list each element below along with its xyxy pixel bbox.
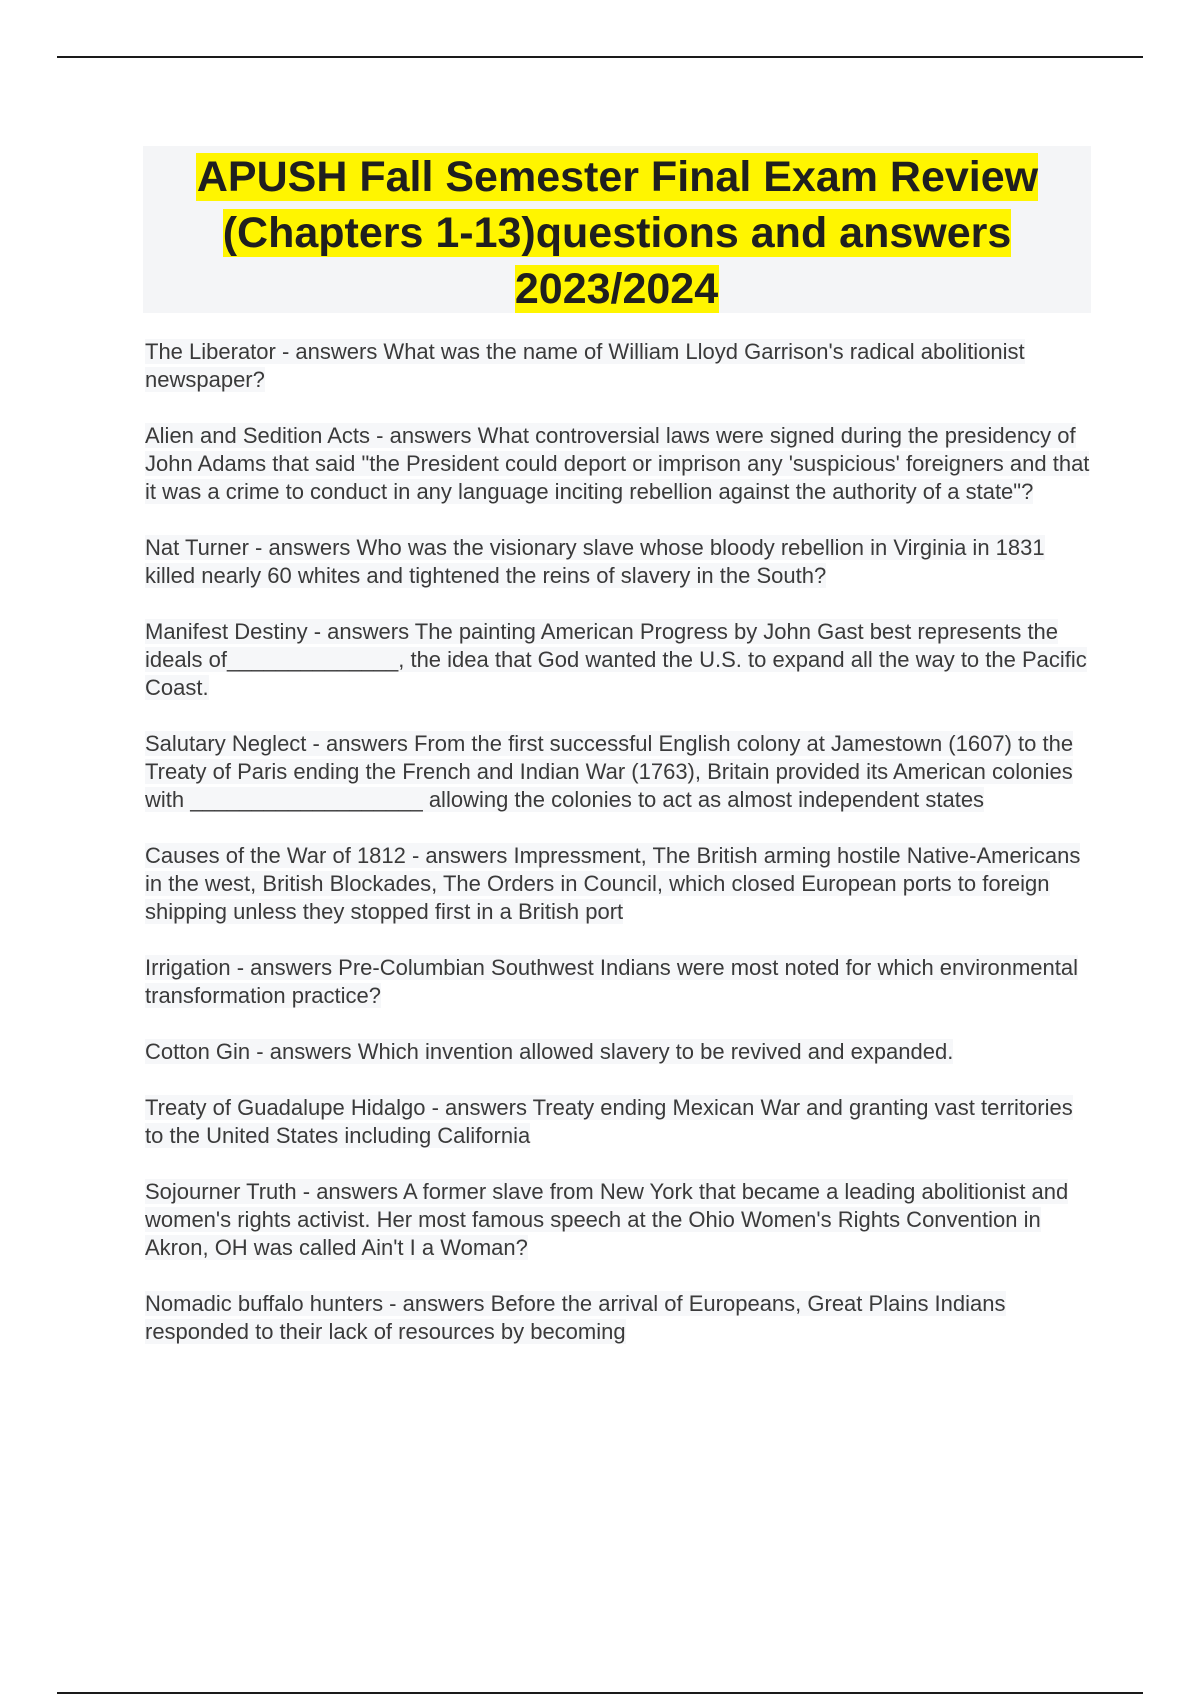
qa-item — [145, 618, 1091, 702]
bottom-divider — [57, 1692, 1143, 1694]
top-divider — [57, 56, 1143, 58]
qa-item — [145, 534, 1091, 590]
qa-text: Sojourner Truth - answers A former slave from New York that became a leading abolitionist and women's rights activist. Her most famous speech at the Ohio Women's Rights Convention in Akron, OH was called Ain't I a Woman? — [145, 1179, 1069, 1260]
title-block — [143, 146, 1091, 313]
qa-text: Salutary Neglect - answers From the first successful English colony at Jamestown (1607) to the Treaty of Paris ending the French and Indian War (1763), Britain provided its American colonies with ___________________ allowing the colonies to act as almost independent states — [145, 731, 1074, 812]
qa-item — [145, 1038, 1091, 1066]
qa-text: Alien and Sedition Acts - answers What controversial laws were signed during the presidency of John Adams that said "the President could deport or imprison any 'suspicious' foreigners and that it was a crime to conduct in any language inciting rebellion against the authority of a state"? — [145, 423, 1090, 504]
qa-item — [145, 1290, 1091, 1346]
qa-text: The Liberator - answers What was the name of William Lloyd Garrison's radical abolitionist newspaper? — [145, 339, 1025, 392]
title-highlight: APUSH Fall Semester Final Exam Review (Chapters 1-13)questions and answers 2023/2024 — [196, 153, 1039, 313]
qa-item — [145, 422, 1091, 506]
qa-text: Causes of the War of 1812 - answers Impressment, The British arming hostile Native-Americans in the west, British Blockades, The Orders in Council, which closed European ports to foreign shipping unless they stopped first in a British port — [145, 843, 1081, 924]
qa-item — [145, 842, 1091, 926]
qa-list — [145, 338, 1091, 1374]
qa-text: Treaty of Guadalupe Hidalgo - answers Treaty ending Mexican War and granting vast territories to the United States including California — [145, 1095, 1073, 1148]
qa-text: Nomadic buffalo hunters - answers Before the arrival of Europeans, Great Plains Indians responded to their lack of resources by becoming — [145, 1291, 1006, 1344]
document-title — [143, 149, 1091, 317]
qa-text: Cotton Gin - answers Which invention allowed slavery to be revived and expanded. — [145, 1039, 954, 1064]
qa-item — [145, 1094, 1091, 1150]
qa-item — [145, 338, 1091, 394]
qa-text: Nat Turner - answers Who was the visionary slave whose bloody rebellion in Virginia in 1831 killed nearly 60 whites and tightened the reins of slavery in the South? — [145, 535, 1045, 588]
qa-text: Manifest Destiny - answers The painting American Progress by John Gast best represents the ideals of______________, the idea that God wanted the U.S. to expand all the way to the Pacific Coast. — [145, 619, 1087, 700]
qa-item — [145, 1178, 1091, 1262]
qa-text: Irrigation - answers Pre-Columbian Southwest Indians were most noted for which environmental transformation practice? — [145, 955, 1078, 1008]
qa-item — [145, 730, 1091, 814]
qa-item — [145, 954, 1091, 1010]
